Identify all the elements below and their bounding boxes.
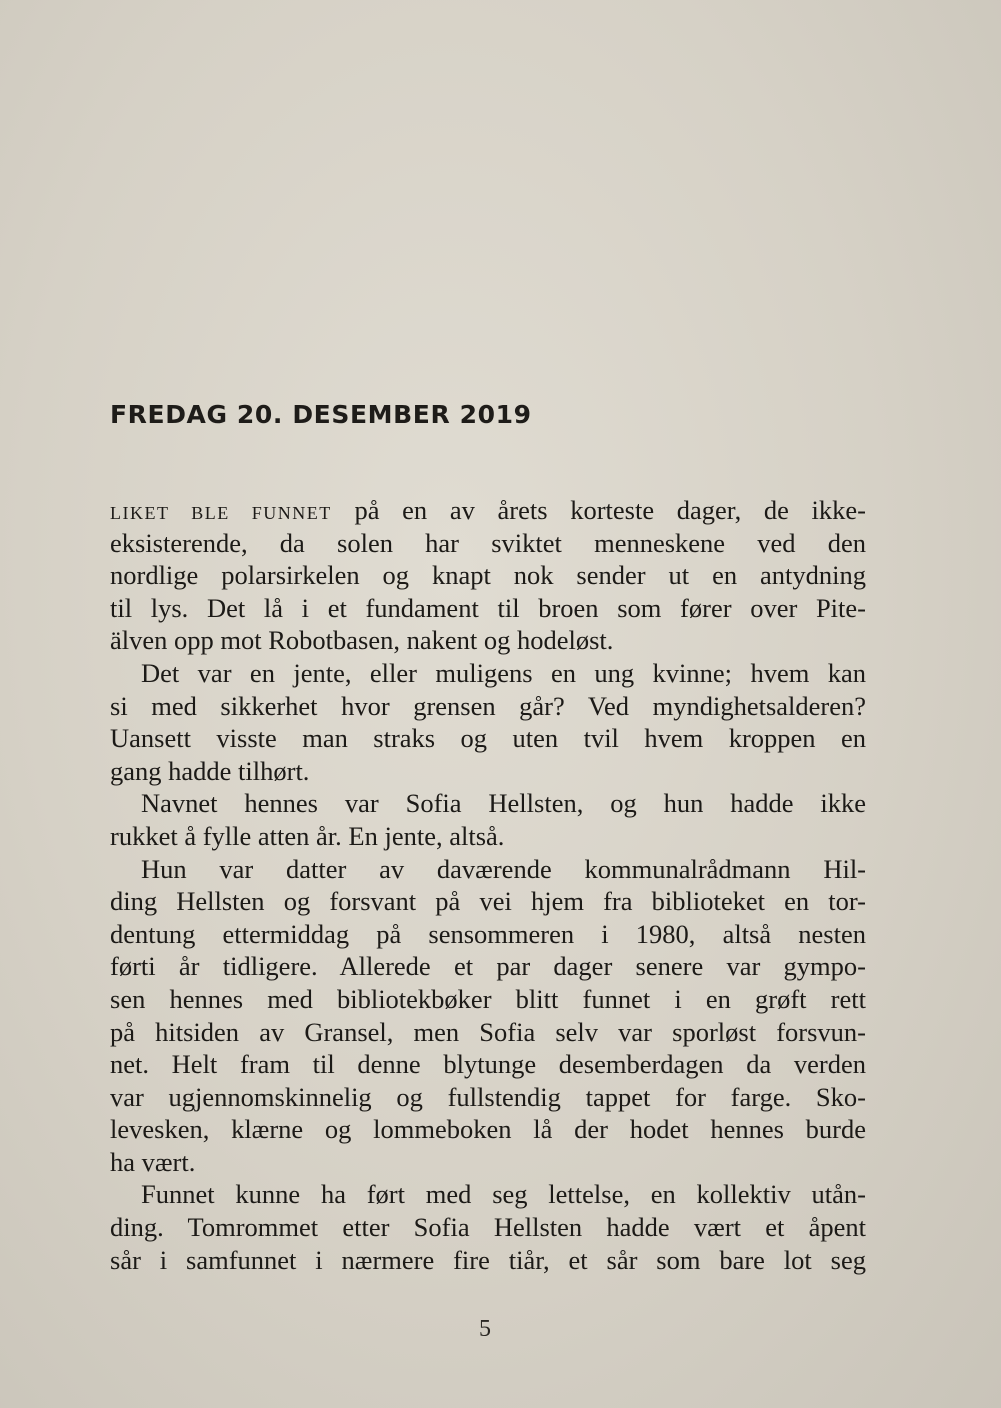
paragraph-3: [110, 787, 866, 852]
text-line: på hitsiden av Gransel, men Sofia selv var sporløst forsvun-: [110, 1016, 866, 1047]
lead-in-smallcaps: LIKET BLE FUNNET: [110, 503, 332, 523]
text-line: ding Hellsten og forsvant på vei hjem fra biblioteket en tor-: [110, 886, 866, 917]
paragraph-4: [110, 853, 866, 1179]
text-line: ha vært.: [110, 1146, 196, 1177]
text-line: gang hadde tilhørt.: [110, 755, 310, 786]
paragraph-1: [110, 494, 866, 657]
text-line: net. Helt fram til denne blytunge desemberdagen da verden: [110, 1049, 866, 1080]
text-line: til lys. Det lå i et fundament til broen som fører over Pite-: [110, 592, 866, 623]
text-line: Funnet kunne ha ført med seg lettelse, en kollektiv utån-: [141, 1179, 866, 1210]
text-line: nordlige polarsirkelen og knapt nok sender ut en antydning: [110, 560, 866, 591]
text-line: levesken, klærne og lommeboken lå der hodet hennes burde: [110, 1114, 866, 1145]
text-line: Uansett visste man straks og uten tvil hvem kroppen en: [110, 723, 866, 754]
text-fragment: på en av årets korteste dager, de ikke-: [354, 495, 867, 525]
text-line: Hun var datter av daværende kommunalrådmann Hil-: [141, 853, 866, 884]
text-line: Navnet hennes var Sofia Hellsten, og hun hadde ikke: [141, 788, 866, 819]
text-line: Det var en jente, eller muligens en ung kvinne; hvem kan: [141, 657, 866, 688]
chapter-heading: FREDAG 20. DESEMBER 2019: [110, 400, 532, 429]
text-line: rukket å fylle atten år. En jente, altså.: [110, 820, 505, 851]
page-number: 5: [479, 1316, 491, 1342]
text-line: ding. Tomrommet etter Sofia Hellsten hadde vært et åpent: [110, 1212, 866, 1243]
text-line: sår i samfunnet i nærmere fire tiår, et sår som bare lot seg: [110, 1244, 866, 1275]
text-line: førti år tidligere. Allerede et par dager senere var gympo-: [110, 951, 866, 982]
paragraph-5: [110, 1178, 866, 1276]
text-line: älven opp mot Robotbasen, nakent og hodeløst.: [110, 625, 614, 656]
text-line: sen hennes med bibliotekbøker blitt funnet i en grøft rett: [110, 983, 866, 1014]
text-line: var ugjennomskinnelig og fullstendig tappet for farge. Sko-: [110, 1081, 866, 1112]
text-line: dentung ettermiddag på sensommeren i 1980, altså nesten: [110, 918, 866, 949]
text-line: [110, 494, 866, 527]
body-text: [110, 494, 866, 1276]
text-line: si med sikkerhet hvor grensen går? Ved myndighetsalderen?: [110, 690, 866, 721]
paragraph-2: [110, 657, 866, 787]
text-line: eksisterende, da solen har sviktet menneskene ved den: [110, 527, 866, 558]
